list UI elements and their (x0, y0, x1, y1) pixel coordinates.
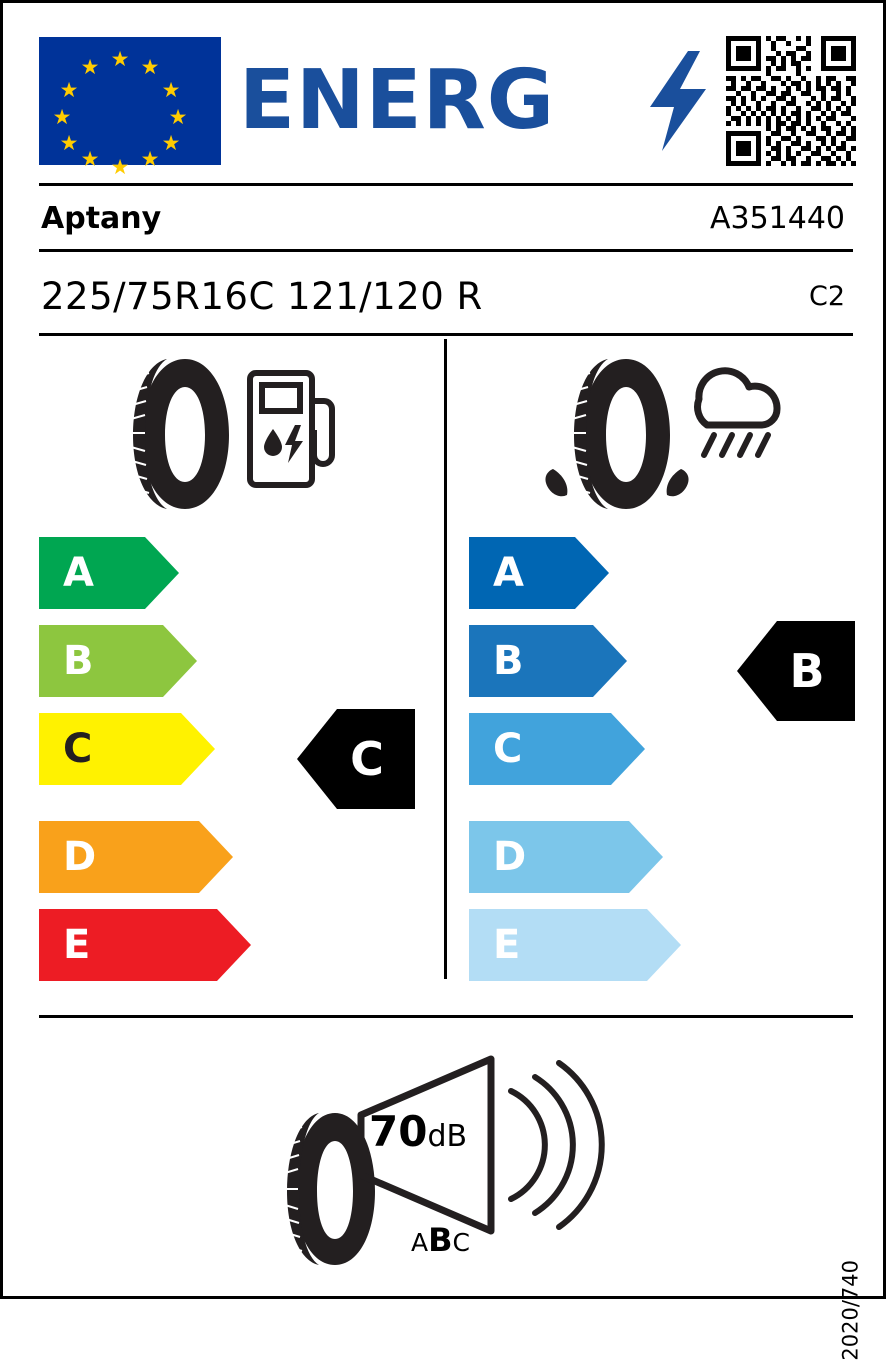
wet-grade-c (469, 713, 645, 785)
tyre-rain-cloud-icon (531, 351, 791, 516)
noise-class-scale (411, 1221, 470, 1259)
label-header (3, 3, 889, 185)
tyre-size: 225/75R16C 121/120 R (41, 275, 483, 318)
wet-grade-e (469, 909, 681, 981)
eu-flag-icon: ★ ★ ★ ★ ★ ★ ★ ★ ★ ★ ★ ★ (39, 37, 221, 165)
noise-value (369, 1107, 467, 1156)
wet-grade-a (469, 537, 609, 609)
noise-value-unit: dB (427, 1119, 468, 1154)
lightning-bolt-icon (648, 51, 708, 151)
noise-class-c: C (452, 1228, 470, 1257)
energy-wordmark: ENERG (239, 53, 556, 148)
fuel-grade-e-letter: E (63, 922, 91, 968)
fuel-grade-d-letter: D (63, 834, 97, 880)
wet-grade-d-letter: D (493, 834, 527, 880)
tyre-fuel-pump-icon (123, 351, 338, 516)
divider-size (39, 333, 853, 336)
supplier-code: A351440 (709, 201, 845, 236)
brand-name: Aptany (41, 201, 162, 236)
wet-grade-b (469, 625, 627, 697)
wet-grade-b-letter: B (493, 638, 524, 684)
noise-class-a: A (411, 1228, 429, 1257)
fuel-selected-letter: C (350, 732, 384, 786)
qr-code-icon (726, 36, 856, 166)
tyre-class: C2 (808, 281, 845, 312)
regulation-reference: 2020/740 (839, 1260, 863, 1361)
divider-brand (39, 249, 853, 252)
fuel-grade-b (39, 625, 197, 697)
noise-class-b: B (428, 1221, 453, 1259)
wet-grade-c-letter: C (493, 726, 523, 772)
fuel-grade-e (39, 909, 251, 981)
divider-vertical (444, 339, 447, 979)
divider-header (39, 183, 853, 186)
fuel-grade-d (39, 821, 233, 893)
fuel-grade-a (39, 537, 179, 609)
divider-noise (39, 1015, 853, 1018)
fuel-grade-c-letter: C (63, 726, 93, 772)
wet-selected-letter: B (789, 644, 825, 698)
wet-grade-a-letter: A (493, 550, 524, 596)
wet-selected-marker (737, 621, 855, 721)
wet-grade-d (469, 821, 663, 893)
noise-value-number: 70 (369, 1107, 428, 1156)
fuel-selected-marker (297, 709, 415, 809)
fuel-grade-b-letter: B (63, 638, 94, 684)
wet-grade-e-letter: E (493, 922, 521, 968)
fuel-grade-a-letter: A (63, 550, 94, 596)
fuel-grade-c (39, 713, 215, 785)
